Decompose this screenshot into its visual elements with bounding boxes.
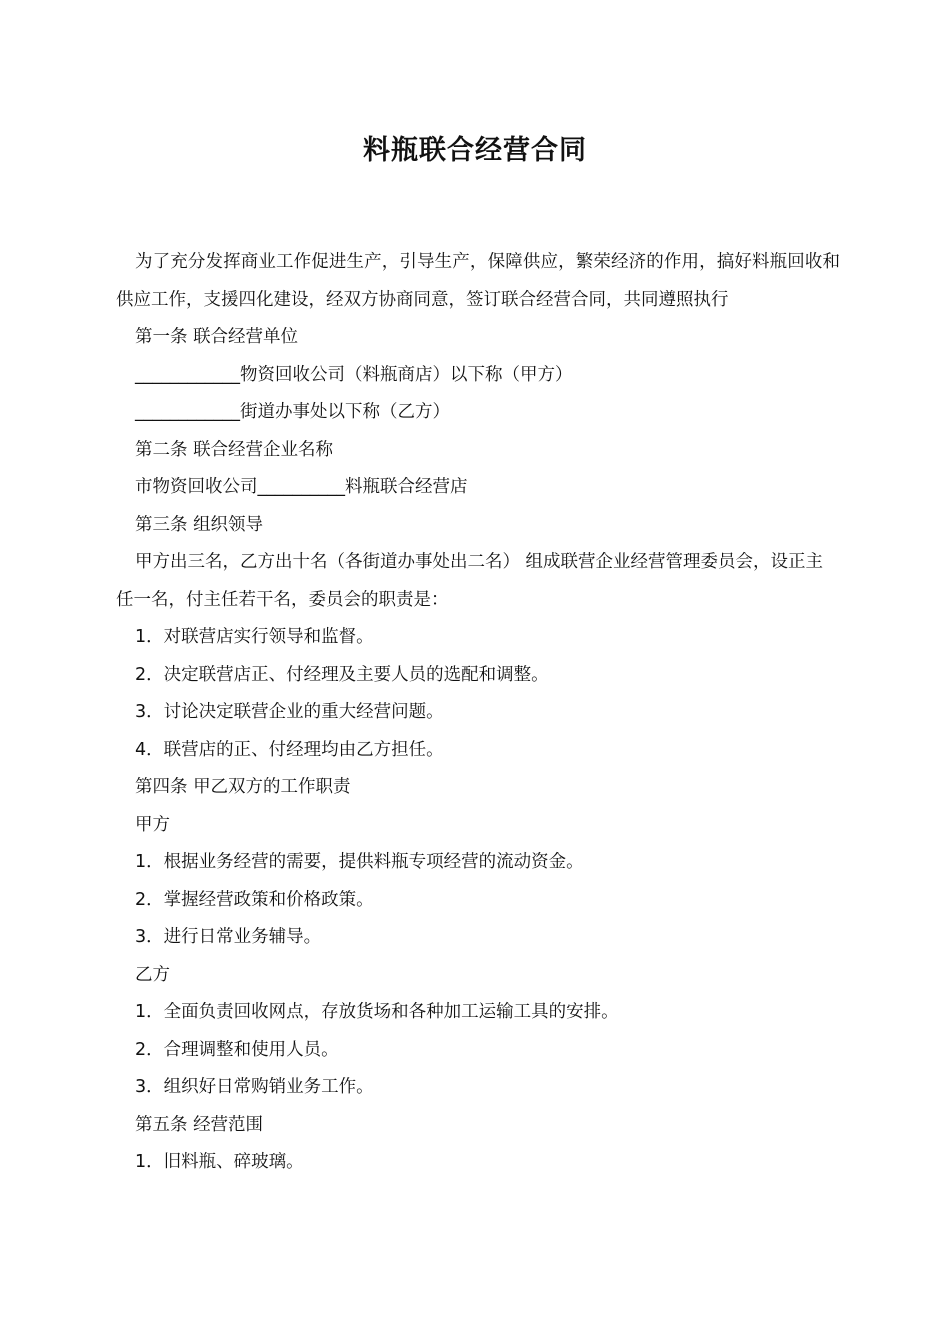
party-b-line: ____________街道办事处以下称（乙方）: [135, 402, 450, 422]
party-a-duty-1: 1．根据业务经营的需要，提供料瓶专项经营的流动资金。: [135, 852, 584, 872]
committee-paragraph: 甲方出三名，乙方出十名（各街道办事处出二名） 组成联营企业经营管理委员会，设正主任一名，付主任若干名，委员会的职责是：: [116, 552, 824, 610]
party-a-line: ____________物资回收公司（料瓶商店）以下称（甲方）: [135, 364, 573, 385]
committee-duty-3: 3．讨论决定联营企业的重大经营问题。: [135, 702, 444, 722]
party-a-duty-3: 3．进行日常业务辅导。: [135, 927, 322, 947]
party-b-duty-2: 2．合理调整和使用人员。: [135, 1039, 339, 1060]
article-3-heading: 第三条 组织领导: [135, 514, 264, 535]
party-b-duty-3: 3．组织好日常购销业务工作。: [135, 1077, 374, 1097]
article-4-heading: 第四条 甲乙双方的工作职责: [135, 777, 351, 797]
article-1-heading: 第一条 联合经营单位: [135, 327, 299, 347]
committee-duty-4: 4．联营店的正、付经理均由乙方担任。: [135, 739, 444, 760]
document-body: [116, 244, 840, 1182]
scope-item-1: 1．旧料瓶、碎玻璃。: [135, 1152, 304, 1172]
committee-duty-2: 2．决定联营店正、付经理及主要人员的选配和调整。: [135, 664, 549, 685]
document-title: 料瓶联合经营合同: [363, 135, 587, 166]
article-2-heading: 第二条 联合经营企业名称: [135, 439, 334, 460]
committee-duty-1: 1．对联营店实行领导和监督。: [135, 627, 374, 647]
party-b-duty-1: 1．全面负责回收网点，存放货场和各种加工运输工具的安排。: [135, 1002, 619, 1022]
enterprise-name-line: 市物资回收公司__________料瓶联合经营店: [135, 477, 468, 497]
party-b-label: 乙方: [135, 964, 170, 985]
article-5-heading: 第五条 经营范围: [135, 1114, 264, 1135]
party-a-label: 甲方: [135, 814, 170, 835]
party-a-duty-2: 2．掌握经营政策和价格政策。: [135, 889, 374, 910]
intro-paragraph: 为了充分发挥商业工作促进生产，引导生产，保障供应，繁荣经济的作用，搞好料瓶回收和供应工作，支援四化建设，经双方协商同意，签订联合经营合同，共同遵照执行: [116, 252, 840, 310]
